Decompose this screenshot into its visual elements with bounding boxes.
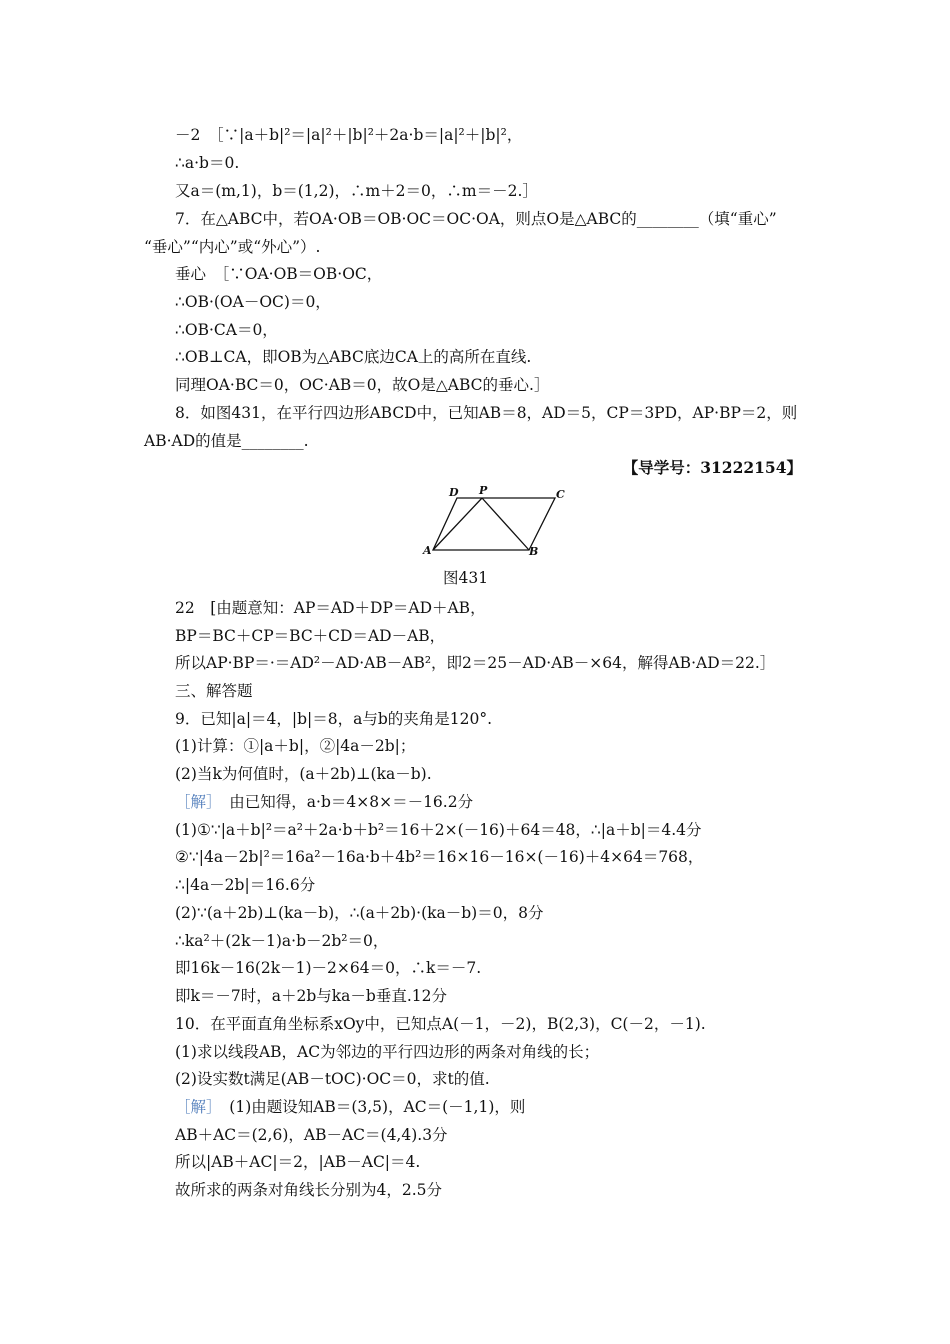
text-line: 故所求的两条对角线长分别为4，2.5分 [175, 1181, 443, 1199]
solution-tag: ［解］ [175, 793, 214, 811]
parallelogram-shape [433, 498, 555, 550]
text-line: ②∵|4a－2b|²＝16a²－16a·b＋4b²＝16×16－16×(－16)＋4×64＝768， [175, 848, 704, 866]
figure-caption: 图431 [443, 569, 489, 587]
segment-ap [433, 498, 482, 550]
text-line: －2 ［∵|a＋b|²＝|a|²＋|b|²＋2a·b＝|a|²＋|b|²， [175, 126, 523, 144]
text-line: (2)设实数t满足(AB－tOC)·OC＝0，求t的值. [175, 1070, 490, 1088]
text-line: ∴OB·(OA－OC)＝0， [175, 293, 331, 311]
text-line: 同理OA·BC＝0，OC·AB＝0，故O是△ABC的垂心.］ [175, 376, 550, 394]
text-line: “垂心”“内心”或“外心”）. [144, 238, 321, 256]
answer-8: 22 [由题意知：AP＝AD＋DP＝AD＋AB， [175, 599, 486, 617]
solution-tag: ［解］ [175, 1098, 214, 1116]
question-9: 9．已知|a|＝4，|b|＝8，a与b的夹角是120°. [175, 710, 493, 728]
text-line: AB·AD的值是________. [144, 432, 309, 450]
text-line: ∴|4a－2b|＝16.6分 [175, 876, 316, 894]
text-line: 所以|AB＋AC|＝2，|AB－AC|＝4. [175, 1153, 421, 1171]
text-line: (1)①∵|a＋b|²＝a²＋2a·b＋b²＝16＋2×(－16)＋64＝48，∴|a＋b|＝4.4分 [175, 821, 702, 839]
question-8: 8．如图431，在平行四边形ABCD中，已知AB＝8，AD＝5，CP＝3PD，AP·BP＝2，则 [175, 404, 798, 422]
text-line: 又a＝(m,1)，b＝(1,2)，∴m＋2＝0，∴m＝－2.］ [175, 182, 538, 200]
text-line: ∴OB·CA＝0， [175, 321, 278, 339]
text-line: 即k＝－7时，a＋2b与ka－b垂直.12分 [175, 987, 447, 1005]
text-line: 所以AP·BP＝·＝AD²－AD·AB－AB²，即2＝25－AD·AB－×64，解得AB·AD＝22.］ [175, 654, 776, 672]
answer-7: 垂心 ［∵OA·OB＝OB·OC， [175, 265, 383, 283]
point-label: B [529, 545, 539, 558]
text-line: ∴a·b＝0. [175, 154, 240, 172]
text-line: (1)求以线段AB，AC为邻边的平行四边形的两条对角线的长； [175, 1043, 600, 1061]
text-line: ∴ka²＋(2k－1)a·b－2b²＝0， [175, 932, 389, 950]
parallelogram-figure [415, 482, 575, 562]
guide-number: 【导学号：31222154】 [622, 458, 802, 477]
question-7: 7．在△ABC中，若OA·OB＝OB·OC＝OC·OA，则点O是△ABC的________（填“重心” [175, 210, 777, 228]
text-line: BP＝BC＋CP＝BC＋CD＝AD－AB， [175, 627, 446, 645]
question-10: 10．在平面直角坐标系xOy中，已知点A(－1，－2)，B(2,3)，C(－2，－1). [175, 1015, 706, 1033]
text-line: ∴OB⊥CA，即OB为△ABC底边CA上的高所在直线. [175, 348, 532, 366]
text-line: 即16k－16(2k－1)－2×64＝0，∴k＝－7. [175, 959, 482, 977]
section-heading: 三、解答题 [175, 682, 253, 700]
segment-bp [482, 498, 529, 550]
solution-10-start: ［解］ (1)由题设知AB＝(3,5)，AC＝(－1,1)，则 [175, 1098, 526, 1116]
point-label: D [449, 486, 459, 499]
text-line: (2)当k为何值时，(a＋2b)⊥(ka－b). [175, 765, 432, 783]
text-line: (1)计算：①|a＋b|，②|4a－2b|； [175, 737, 416, 755]
point-label: C [556, 488, 565, 501]
text-line: (2)∵(a＋2b)⊥(ka－b)，∴(a＋2b)·(ka－b)＝0，8分 [175, 904, 544, 922]
point-label: P [479, 484, 488, 497]
solution-9-start: ［解］ 由已知得，a·b＝4×8×＝－16.2分 [175, 793, 474, 811]
point-label: A [423, 544, 432, 557]
text-line: AB＋AC＝(2,6)，AB－AC＝(4,4).3分 [175, 1126, 448, 1144]
